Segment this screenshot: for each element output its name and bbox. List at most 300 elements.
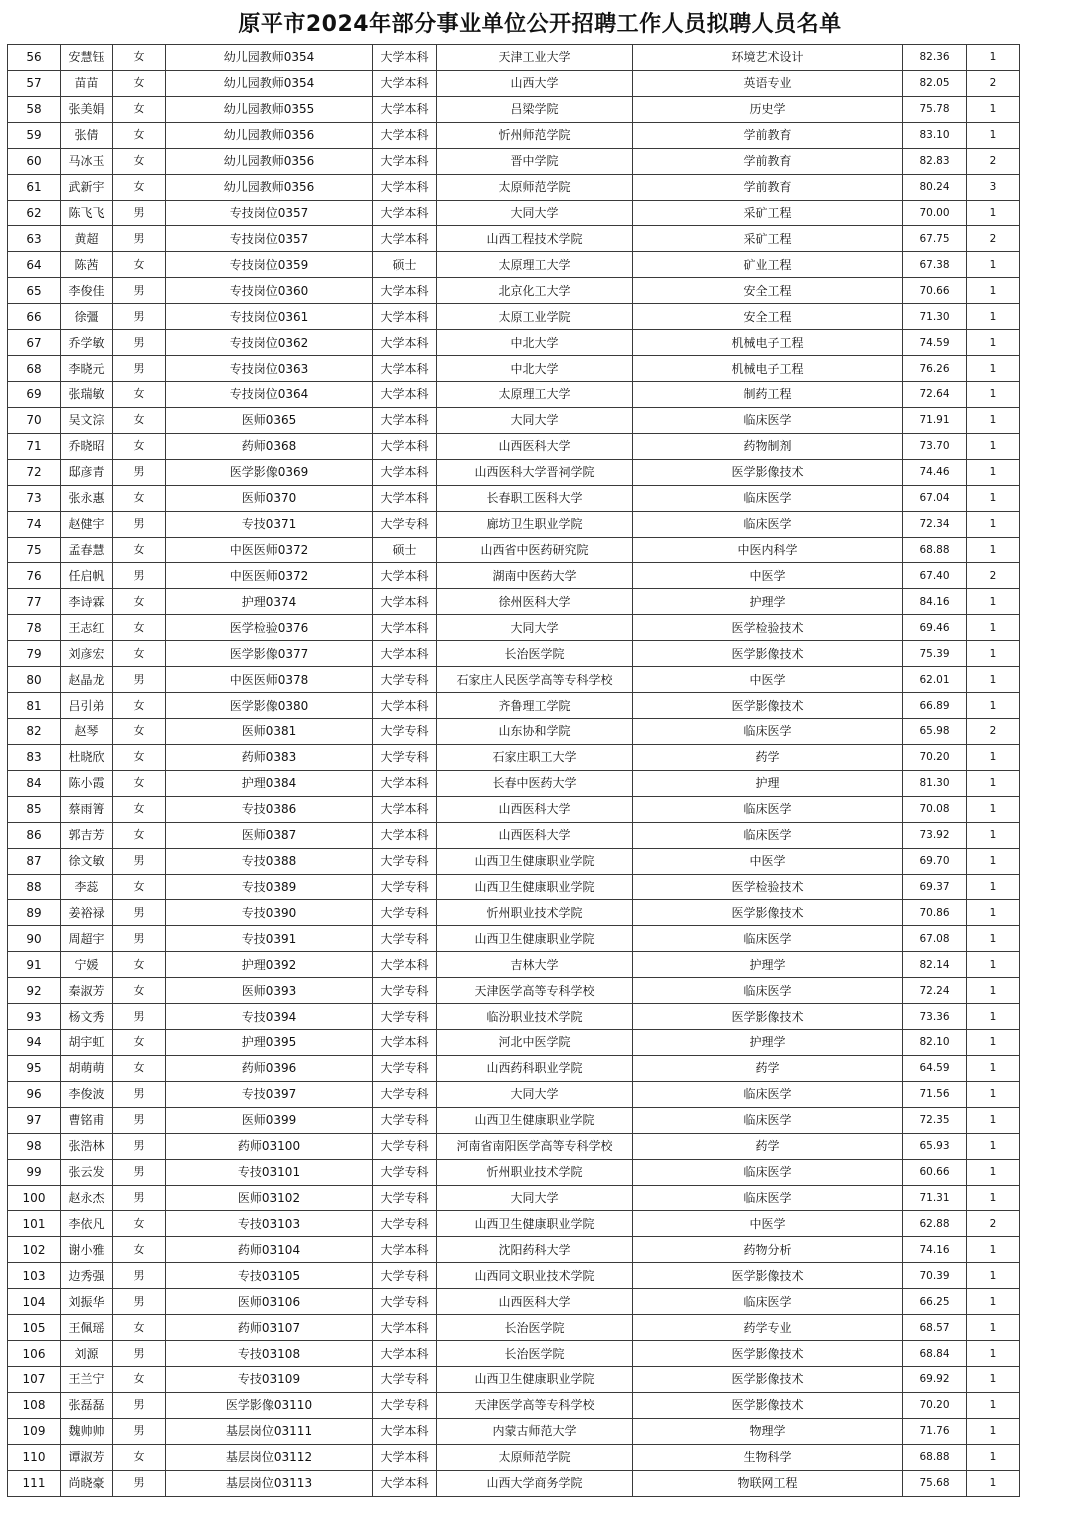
post-name: 医师0370 xyxy=(166,485,373,511)
row-number: 83 xyxy=(8,744,61,770)
major: 中医学 xyxy=(633,1211,903,1237)
gender: 男 xyxy=(113,330,166,356)
school: 徐州医科大学 xyxy=(437,589,633,615)
table-edge xyxy=(1020,1315,1022,1341)
row-number: 104 xyxy=(8,1289,61,1315)
table-row xyxy=(8,978,1022,1004)
major: 临床医学 xyxy=(633,1081,903,1107)
row-number: 70 xyxy=(8,407,61,433)
table-row xyxy=(8,693,1022,719)
rank: 1 xyxy=(967,848,1020,874)
post-name: 药师0396 xyxy=(166,1055,373,1081)
table-row xyxy=(8,1237,1022,1263)
rank: 1 xyxy=(967,1341,1020,1367)
roster-body xyxy=(8,45,1022,1497)
row-number: 106 xyxy=(8,1341,61,1367)
school: 北京化工大学 xyxy=(437,278,633,304)
school: 山西大学 xyxy=(437,70,633,96)
row-number: 77 xyxy=(8,589,61,615)
major: 医学检验技术 xyxy=(633,615,903,641)
school: 内蒙古师范大学 xyxy=(437,1418,633,1444)
gender: 男 xyxy=(113,1004,166,1030)
person-name: 谢小雅 xyxy=(61,1237,113,1263)
table-edge xyxy=(1020,744,1022,770)
major: 临床医学 xyxy=(633,407,903,433)
gender: 女 xyxy=(113,1055,166,1081)
row-number: 107 xyxy=(8,1367,61,1393)
post-name: 医学检验0376 xyxy=(166,615,373,641)
education: 大学本科 xyxy=(373,96,437,122)
person-name: 王佩瑶 xyxy=(61,1315,113,1341)
table-row xyxy=(8,796,1022,822)
person-name: 张浩林 xyxy=(61,1133,113,1159)
person-name: 王志红 xyxy=(61,615,113,641)
education: 大学本科 xyxy=(373,796,437,822)
school: 沈阳药科大学 xyxy=(437,1237,633,1263)
table-row xyxy=(8,848,1022,874)
major: 采矿工程 xyxy=(633,226,903,252)
school: 大同大学 xyxy=(437,200,633,226)
person-name: 张美娟 xyxy=(61,96,113,122)
table-row xyxy=(8,1159,1022,1185)
rank: 1 xyxy=(967,1055,1020,1081)
rank: 1 xyxy=(967,122,1020,148)
table-row xyxy=(8,174,1022,200)
table-edge xyxy=(1020,174,1022,200)
rank: 1 xyxy=(967,1263,1020,1289)
education: 大学专科 xyxy=(373,718,437,744)
person-name: 乔晓昭 xyxy=(61,433,113,459)
person-name: 黄超 xyxy=(61,226,113,252)
page-title: 原平市2024年部分事业单位公开招聘工作人员拟聘人员名单 xyxy=(238,12,842,37)
education: 大学专科 xyxy=(373,744,437,770)
education: 大学本科 xyxy=(373,304,437,330)
post-name: 专技岗位0357 xyxy=(166,226,373,252)
rank: 1 xyxy=(967,822,1020,848)
score: 71.56 xyxy=(903,1081,967,1107)
major: 护理学 xyxy=(633,952,903,978)
major: 护理 xyxy=(633,770,903,796)
major: 医学影像技术 xyxy=(633,693,903,719)
rank: 1 xyxy=(967,1418,1020,1444)
row-number: 98 xyxy=(8,1133,61,1159)
score: 62.01 xyxy=(903,667,967,693)
school: 天津医学高等专科学校 xyxy=(437,1392,633,1418)
table-row xyxy=(8,1107,1022,1133)
gender: 男 xyxy=(113,511,166,537)
post-name: 专技03108 xyxy=(166,1341,373,1367)
score: 82.05 xyxy=(903,70,967,96)
rank: 2 xyxy=(967,226,1020,252)
school: 山西卫生健康职业学院 xyxy=(437,926,633,952)
person-name: 徐文敏 xyxy=(61,848,113,874)
post-name: 医师0387 xyxy=(166,822,373,848)
education: 大学本科 xyxy=(373,693,437,719)
post-name: 专技岗位0364 xyxy=(166,381,373,407)
post-name: 药师0383 xyxy=(166,744,373,770)
school: 湖南中医药大学 xyxy=(437,563,633,589)
person-name: 刘源 xyxy=(61,1341,113,1367)
person-name: 乔学敏 xyxy=(61,330,113,356)
gender: 女 xyxy=(113,744,166,770)
education: 大学专科 xyxy=(373,1004,437,1030)
major: 药学 xyxy=(633,1055,903,1081)
school: 大同大学 xyxy=(437,1081,633,1107)
post-name: 药师03100 xyxy=(166,1133,373,1159)
gender: 男 xyxy=(113,1289,166,1315)
major: 临床医学 xyxy=(633,926,903,952)
row-number: 92 xyxy=(8,978,61,1004)
score: 71.31 xyxy=(903,1185,967,1211)
major: 医学影像技术 xyxy=(633,1263,903,1289)
gender: 男 xyxy=(113,1263,166,1289)
row-number: 63 xyxy=(8,226,61,252)
score: 73.70 xyxy=(903,433,967,459)
score: 69.37 xyxy=(903,874,967,900)
person-name: 安慧钰 xyxy=(61,45,113,71)
rank: 1 xyxy=(967,1081,1020,1107)
rank: 1 xyxy=(967,1004,1020,1030)
table-row xyxy=(8,589,1022,615)
score: 76.26 xyxy=(903,356,967,382)
school: 长治医学院 xyxy=(437,1315,633,1341)
post-name: 中医医师0372 xyxy=(166,537,373,563)
score: 68.57 xyxy=(903,1315,967,1341)
major: 临床医学 xyxy=(633,1159,903,1185)
table-row xyxy=(8,148,1022,174)
post-name: 专技0389 xyxy=(166,874,373,900)
major: 学前教育 xyxy=(633,174,903,200)
rank: 1 xyxy=(967,1030,1020,1056)
gender: 女 xyxy=(113,874,166,900)
table-edge xyxy=(1020,1263,1022,1289)
table-row xyxy=(8,433,1022,459)
school: 廊坊卫生职业学院 xyxy=(437,511,633,537)
major: 采矿工程 xyxy=(633,200,903,226)
table-edge xyxy=(1020,1341,1022,1367)
education: 大学本科 xyxy=(373,822,437,848)
table-edge xyxy=(1020,381,1022,407)
school: 山西卫生健康职业学院 xyxy=(437,1367,633,1393)
school: 长治医学院 xyxy=(437,641,633,667)
score: 75.39 xyxy=(903,641,967,667)
person-name: 赵琴 xyxy=(61,718,113,744)
rank: 1 xyxy=(967,1133,1020,1159)
rank: 1 xyxy=(967,304,1020,330)
score: 73.36 xyxy=(903,1004,967,1030)
person-name: 周超宇 xyxy=(61,926,113,952)
score: 72.34 xyxy=(903,511,967,537)
education: 大学本科 xyxy=(373,770,437,796)
education: 大学本科 xyxy=(373,459,437,485)
person-name: 王兰宁 xyxy=(61,1367,113,1393)
rank: 1 xyxy=(967,511,1020,537)
table-row xyxy=(8,1055,1022,1081)
post-name: 医学影像0369 xyxy=(166,459,373,485)
score: 74.46 xyxy=(903,459,967,485)
row-number: 75 xyxy=(8,537,61,563)
school: 中北大学 xyxy=(437,356,633,382)
post-name: 专技岗位0361 xyxy=(166,304,373,330)
table-edge xyxy=(1020,356,1022,382)
education: 大学专科 xyxy=(373,1055,437,1081)
post-name: 药师03104 xyxy=(166,1237,373,1263)
score: 71.76 xyxy=(903,1418,967,1444)
table-row xyxy=(8,1367,1022,1393)
rank: 1 xyxy=(967,641,1020,667)
education: 大学专科 xyxy=(373,1185,437,1211)
post-name: 医师0381 xyxy=(166,718,373,744)
rank: 1 xyxy=(967,978,1020,1004)
table-row xyxy=(8,537,1022,563)
school: 吉林大学 xyxy=(437,952,633,978)
score: 74.16 xyxy=(903,1237,967,1263)
person-name: 刘彦宏 xyxy=(61,641,113,667)
table-edge xyxy=(1020,278,1022,304)
gender: 男 xyxy=(113,226,166,252)
major: 中医学 xyxy=(633,563,903,589)
major: 安全工程 xyxy=(633,278,903,304)
table-edge xyxy=(1020,822,1022,848)
person-name: 郭吉芳 xyxy=(61,822,113,848)
table-row xyxy=(8,563,1022,589)
rank: 1 xyxy=(967,615,1020,641)
table-row xyxy=(8,952,1022,978)
row-number: 85 xyxy=(8,796,61,822)
row-number: 82 xyxy=(8,718,61,744)
score: 75.78 xyxy=(903,96,967,122)
score: 71.91 xyxy=(903,407,967,433)
row-number: 71 xyxy=(8,433,61,459)
score: 72.35 xyxy=(903,1107,967,1133)
score: 70.20 xyxy=(903,744,967,770)
person-name: 胡萌萌 xyxy=(61,1055,113,1081)
table-edge xyxy=(1020,407,1022,433)
person-name: 徐彊 xyxy=(61,304,113,330)
rank: 1 xyxy=(967,926,1020,952)
post-name: 药师03107 xyxy=(166,1315,373,1341)
person-name: 姜裕禄 xyxy=(61,900,113,926)
post-name: 专技岗位0362 xyxy=(166,330,373,356)
table-row xyxy=(8,381,1022,407)
score: 69.70 xyxy=(903,848,967,874)
gender: 女 xyxy=(113,718,166,744)
post-name: 幼儿园教师0356 xyxy=(166,122,373,148)
gender: 男 xyxy=(113,1470,166,1496)
gender: 男 xyxy=(113,1081,166,1107)
major: 医学影像技术 xyxy=(633,900,903,926)
education: 大学专科 xyxy=(373,926,437,952)
table-row xyxy=(8,1341,1022,1367)
rank: 1 xyxy=(967,1185,1020,1211)
table-row xyxy=(8,1289,1022,1315)
person-name: 李晓元 xyxy=(61,356,113,382)
school: 山西医科大学晋祠学院 xyxy=(437,459,633,485)
post-name: 医师0393 xyxy=(166,978,373,1004)
gender: 女 xyxy=(113,796,166,822)
table-row xyxy=(8,459,1022,485)
row-number: 90 xyxy=(8,926,61,952)
person-name: 赵永杰 xyxy=(61,1185,113,1211)
table-row xyxy=(8,900,1022,926)
education: 大学本科 xyxy=(373,407,437,433)
score: 67.38 xyxy=(903,252,967,278)
person-name: 张永惠 xyxy=(61,485,113,511)
table-edge xyxy=(1020,1004,1022,1030)
school: 山东协和学院 xyxy=(437,718,633,744)
post-name: 专技0390 xyxy=(166,900,373,926)
rank: 1 xyxy=(967,770,1020,796)
major: 临床医学 xyxy=(633,1107,903,1133)
row-number: 58 xyxy=(8,96,61,122)
table-row xyxy=(8,122,1022,148)
major: 医学影像技术 xyxy=(633,1341,903,1367)
row-number: 96 xyxy=(8,1081,61,1107)
table-edge xyxy=(1020,1289,1022,1315)
rank: 1 xyxy=(967,330,1020,356)
gender: 男 xyxy=(113,200,166,226)
row-number: 84 xyxy=(8,770,61,796)
table-row xyxy=(8,1133,1022,1159)
table-edge xyxy=(1020,252,1022,278)
education: 大学专科 xyxy=(373,667,437,693)
roster-table xyxy=(7,44,1022,1497)
education: 大学专科 xyxy=(373,900,437,926)
school: 太原理工大学 xyxy=(437,252,633,278)
gender: 男 xyxy=(113,563,166,589)
post-name: 医师03106 xyxy=(166,1289,373,1315)
major: 制药工程 xyxy=(633,381,903,407)
school: 忻州师范学院 xyxy=(437,122,633,148)
post-name: 幼儿园教师0355 xyxy=(166,96,373,122)
row-number: 61 xyxy=(8,174,61,200)
row-number: 69 xyxy=(8,381,61,407)
table-row xyxy=(8,874,1022,900)
rank: 1 xyxy=(967,459,1020,485)
post-name: 基层岗位03111 xyxy=(166,1418,373,1444)
gender: 女 xyxy=(113,952,166,978)
table-edge xyxy=(1020,874,1022,900)
school: 忻州职业技术学院 xyxy=(437,1159,633,1185)
school: 河北中医学院 xyxy=(437,1030,633,1056)
post-name: 专技0386 xyxy=(166,796,373,822)
school: 忻州职业技术学院 xyxy=(437,900,633,926)
education: 大学本科 xyxy=(373,200,437,226)
score: 82.36 xyxy=(903,45,967,71)
table-edge xyxy=(1020,900,1022,926)
table-row xyxy=(8,252,1022,278)
table-row xyxy=(8,1392,1022,1418)
table-edge xyxy=(1020,1444,1022,1470)
row-number: 86 xyxy=(8,822,61,848)
rank: 1 xyxy=(967,900,1020,926)
table-edge xyxy=(1020,1159,1022,1185)
gender: 男 xyxy=(113,304,166,330)
major: 药物分析 xyxy=(633,1237,903,1263)
gender: 男 xyxy=(113,667,166,693)
education: 大学本科 xyxy=(373,563,437,589)
education: 大学专科 xyxy=(373,1159,437,1185)
post-name: 基层岗位03112 xyxy=(166,1444,373,1470)
rank: 1 xyxy=(967,1444,1020,1470)
row-number: 102 xyxy=(8,1237,61,1263)
table-row xyxy=(8,511,1022,537)
row-number: 62 xyxy=(8,200,61,226)
table-edge xyxy=(1020,226,1022,252)
table-edge xyxy=(1020,1211,1022,1237)
major: 物理学 xyxy=(633,1418,903,1444)
major: 医学检验技术 xyxy=(633,874,903,900)
row-number: 105 xyxy=(8,1315,61,1341)
rank: 1 xyxy=(967,1107,1020,1133)
school: 大同大学 xyxy=(437,1185,633,1211)
row-number: 93 xyxy=(8,1004,61,1030)
school: 山西医科大学 xyxy=(437,796,633,822)
table-row xyxy=(8,926,1022,952)
row-number: 64 xyxy=(8,252,61,278)
school: 山西医科大学 xyxy=(437,822,633,848)
row-number: 100 xyxy=(8,1185,61,1211)
school: 山西医科大学 xyxy=(437,1289,633,1315)
person-name: 胡宇虹 xyxy=(61,1030,113,1056)
person-name: 赵健宇 xyxy=(61,511,113,537)
score: 82.83 xyxy=(903,148,967,174)
score: 84.16 xyxy=(903,589,967,615)
table-edge xyxy=(1020,796,1022,822)
education: 大学本科 xyxy=(373,589,437,615)
post-name: 专技03103 xyxy=(166,1211,373,1237)
row-number: 68 xyxy=(8,356,61,382)
row-number: 87 xyxy=(8,848,61,874)
education: 大学专科 xyxy=(373,978,437,1004)
row-number: 94 xyxy=(8,1030,61,1056)
post-name: 医学影像0380 xyxy=(166,693,373,719)
table-row xyxy=(8,1444,1022,1470)
rank: 1 xyxy=(967,744,1020,770)
education: 大学本科 xyxy=(373,433,437,459)
education: 大学本科 xyxy=(373,1315,437,1341)
gender: 女 xyxy=(113,641,166,667)
education: 大学专科 xyxy=(373,1367,437,1393)
gender: 女 xyxy=(113,122,166,148)
school: 太原工业学院 xyxy=(437,304,633,330)
gender: 女 xyxy=(113,615,166,641)
school: 齐鲁理工学院 xyxy=(437,693,633,719)
row-number: 81 xyxy=(8,693,61,719)
gender: 女 xyxy=(113,770,166,796)
table-row xyxy=(8,70,1022,96)
score: 67.40 xyxy=(903,563,967,589)
row-number: 110 xyxy=(8,1444,61,1470)
post-name: 专技岗位0357 xyxy=(166,200,373,226)
rank: 2 xyxy=(967,563,1020,589)
gender: 男 xyxy=(113,356,166,382)
gender: 男 xyxy=(113,900,166,926)
table-row xyxy=(8,1004,1022,1030)
table-edge xyxy=(1020,96,1022,122)
rank: 3 xyxy=(967,174,1020,200)
education: 大学本科 xyxy=(373,1341,437,1367)
table-row xyxy=(8,1315,1022,1341)
gender: 男 xyxy=(113,1341,166,1367)
row-number: 57 xyxy=(8,70,61,96)
education: 大学本科 xyxy=(373,1444,437,1470)
rank: 1 xyxy=(967,796,1020,822)
person-name: 苗苗 xyxy=(61,70,113,96)
major: 药物制剂 xyxy=(633,433,903,459)
major: 历史学 xyxy=(633,96,903,122)
score: 64.59 xyxy=(903,1055,967,1081)
